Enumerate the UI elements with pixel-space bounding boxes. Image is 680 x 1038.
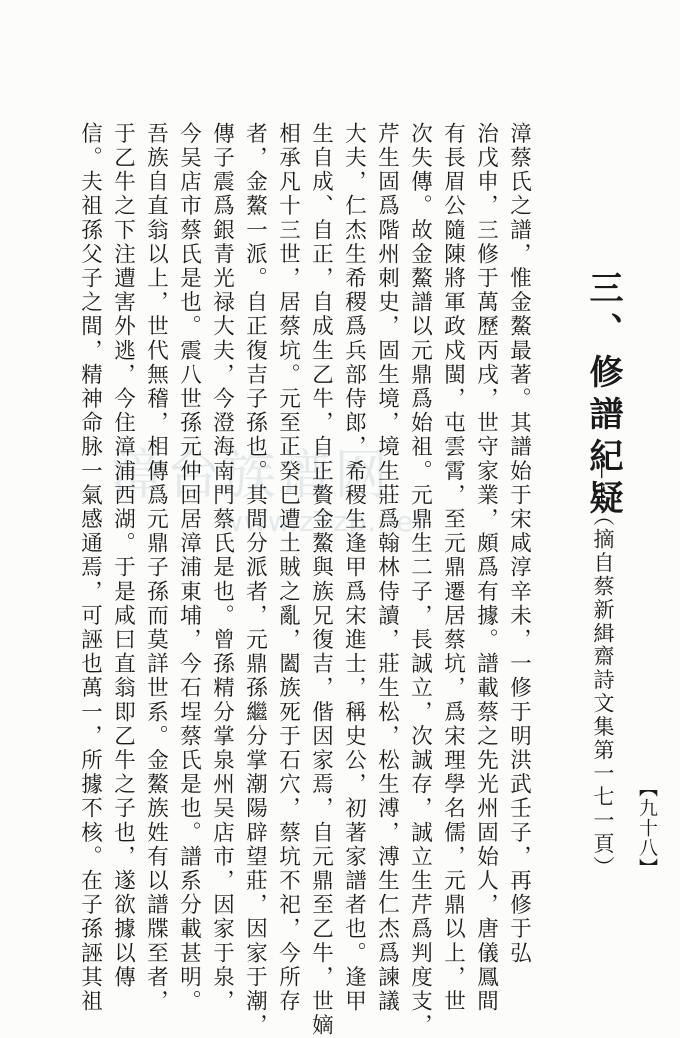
- text-column-9: 者，金鰲一派。自正復吉子孫也。其間分派者，元鼎孫繼分掌潮陽辟望莊，因家于潮，: [242, 122, 268, 1038]
- text-column-12: 吾族自直翁以上，世代無稽，相傳爲元鼎子孫而莫詳世系。金鰲族姓有以譜牒至者，: [143, 122, 169, 1014]
- text-column-13: 于乙牛之下注遭害外逃，今住漳浦西湖。于是咸曰直翁即乙牛之子也，遂欲據以傳: [110, 122, 136, 990]
- section-title: 三、修譜紀疑: [583, 270, 623, 522]
- text-column-5: 芹生固爲階州刺史，固生境，境生莊爲翰林侍讀，莊生松，松生溥，溥生仁杰爲諫議: [374, 122, 400, 1014]
- text-column-14: 信。夫祖孫父子之間，精神命脉一氣感通焉，可誣也萬一，所據不核。在子孫誣其祖: [77, 122, 103, 1014]
- text-column-10: 傳子震爲銀青光禄大夫，今澄海南門蔡氏是也。曾孫精分掌泉州吴店市，因家于泉，: [209, 122, 235, 1014]
- text-column-8: 相承凡十三世，居蔡坑。元至正癸巳遭土賊之亂，闔族死于石穴，蔡坑不祀，今所存: [275, 122, 301, 1014]
- text-column-1: 漳蔡氏之譜，惟金鰲最著。其譜始于宋咸淳辛未，一修于明洪武壬子，再修于弘: [506, 122, 532, 966]
- text-column-2: 治戊申，三修于萬歷丙戌，世守家業，頗爲有據。譜載蔡之先光州固始人，唐儀鳳間: [473, 122, 499, 1014]
- watermark: 漳台族谱网: [110, 443, 390, 506]
- watermark-url: www.zTzp.net: [220, 505, 427, 538]
- page-number: 【九十八】: [636, 778, 658, 878]
- section-subtitle: ——（摘自蔡新緝齋詩文集第一七一頁）: [591, 458, 615, 880]
- text-column-3: 有長眉公隨陳將軍政戍閩，屯雲霄，至元鼎遷居蔡坑，爲宋理學名儒，元鼎以上，世: [440, 122, 466, 1014]
- text-column-7: 生自成、自正，自成生乙牛，自正贅金鰲與族兄復吉，偕因家焉，自元鼎至乙牛，世嫡: [308, 122, 334, 1038]
- text-column-11: 今吴店市蔡氏是也。震八世孫元仲回居漳浦東埔，今石埕蔡氏是也。譜系分載甚明。: [176, 122, 202, 1014]
- text-column-4: 次失傳。故金鰲譜以元鼎爲始祖。元鼎生二子，長誠立，次誠存，誠立生芹爲判度支，: [407, 122, 433, 1038]
- text-column-6: 大夫，仁杰生希稷爲兵部侍郎，希稷生逢甲爲宋進士，稱史公，初著家譜者也。逢甲: [341, 122, 367, 1014]
